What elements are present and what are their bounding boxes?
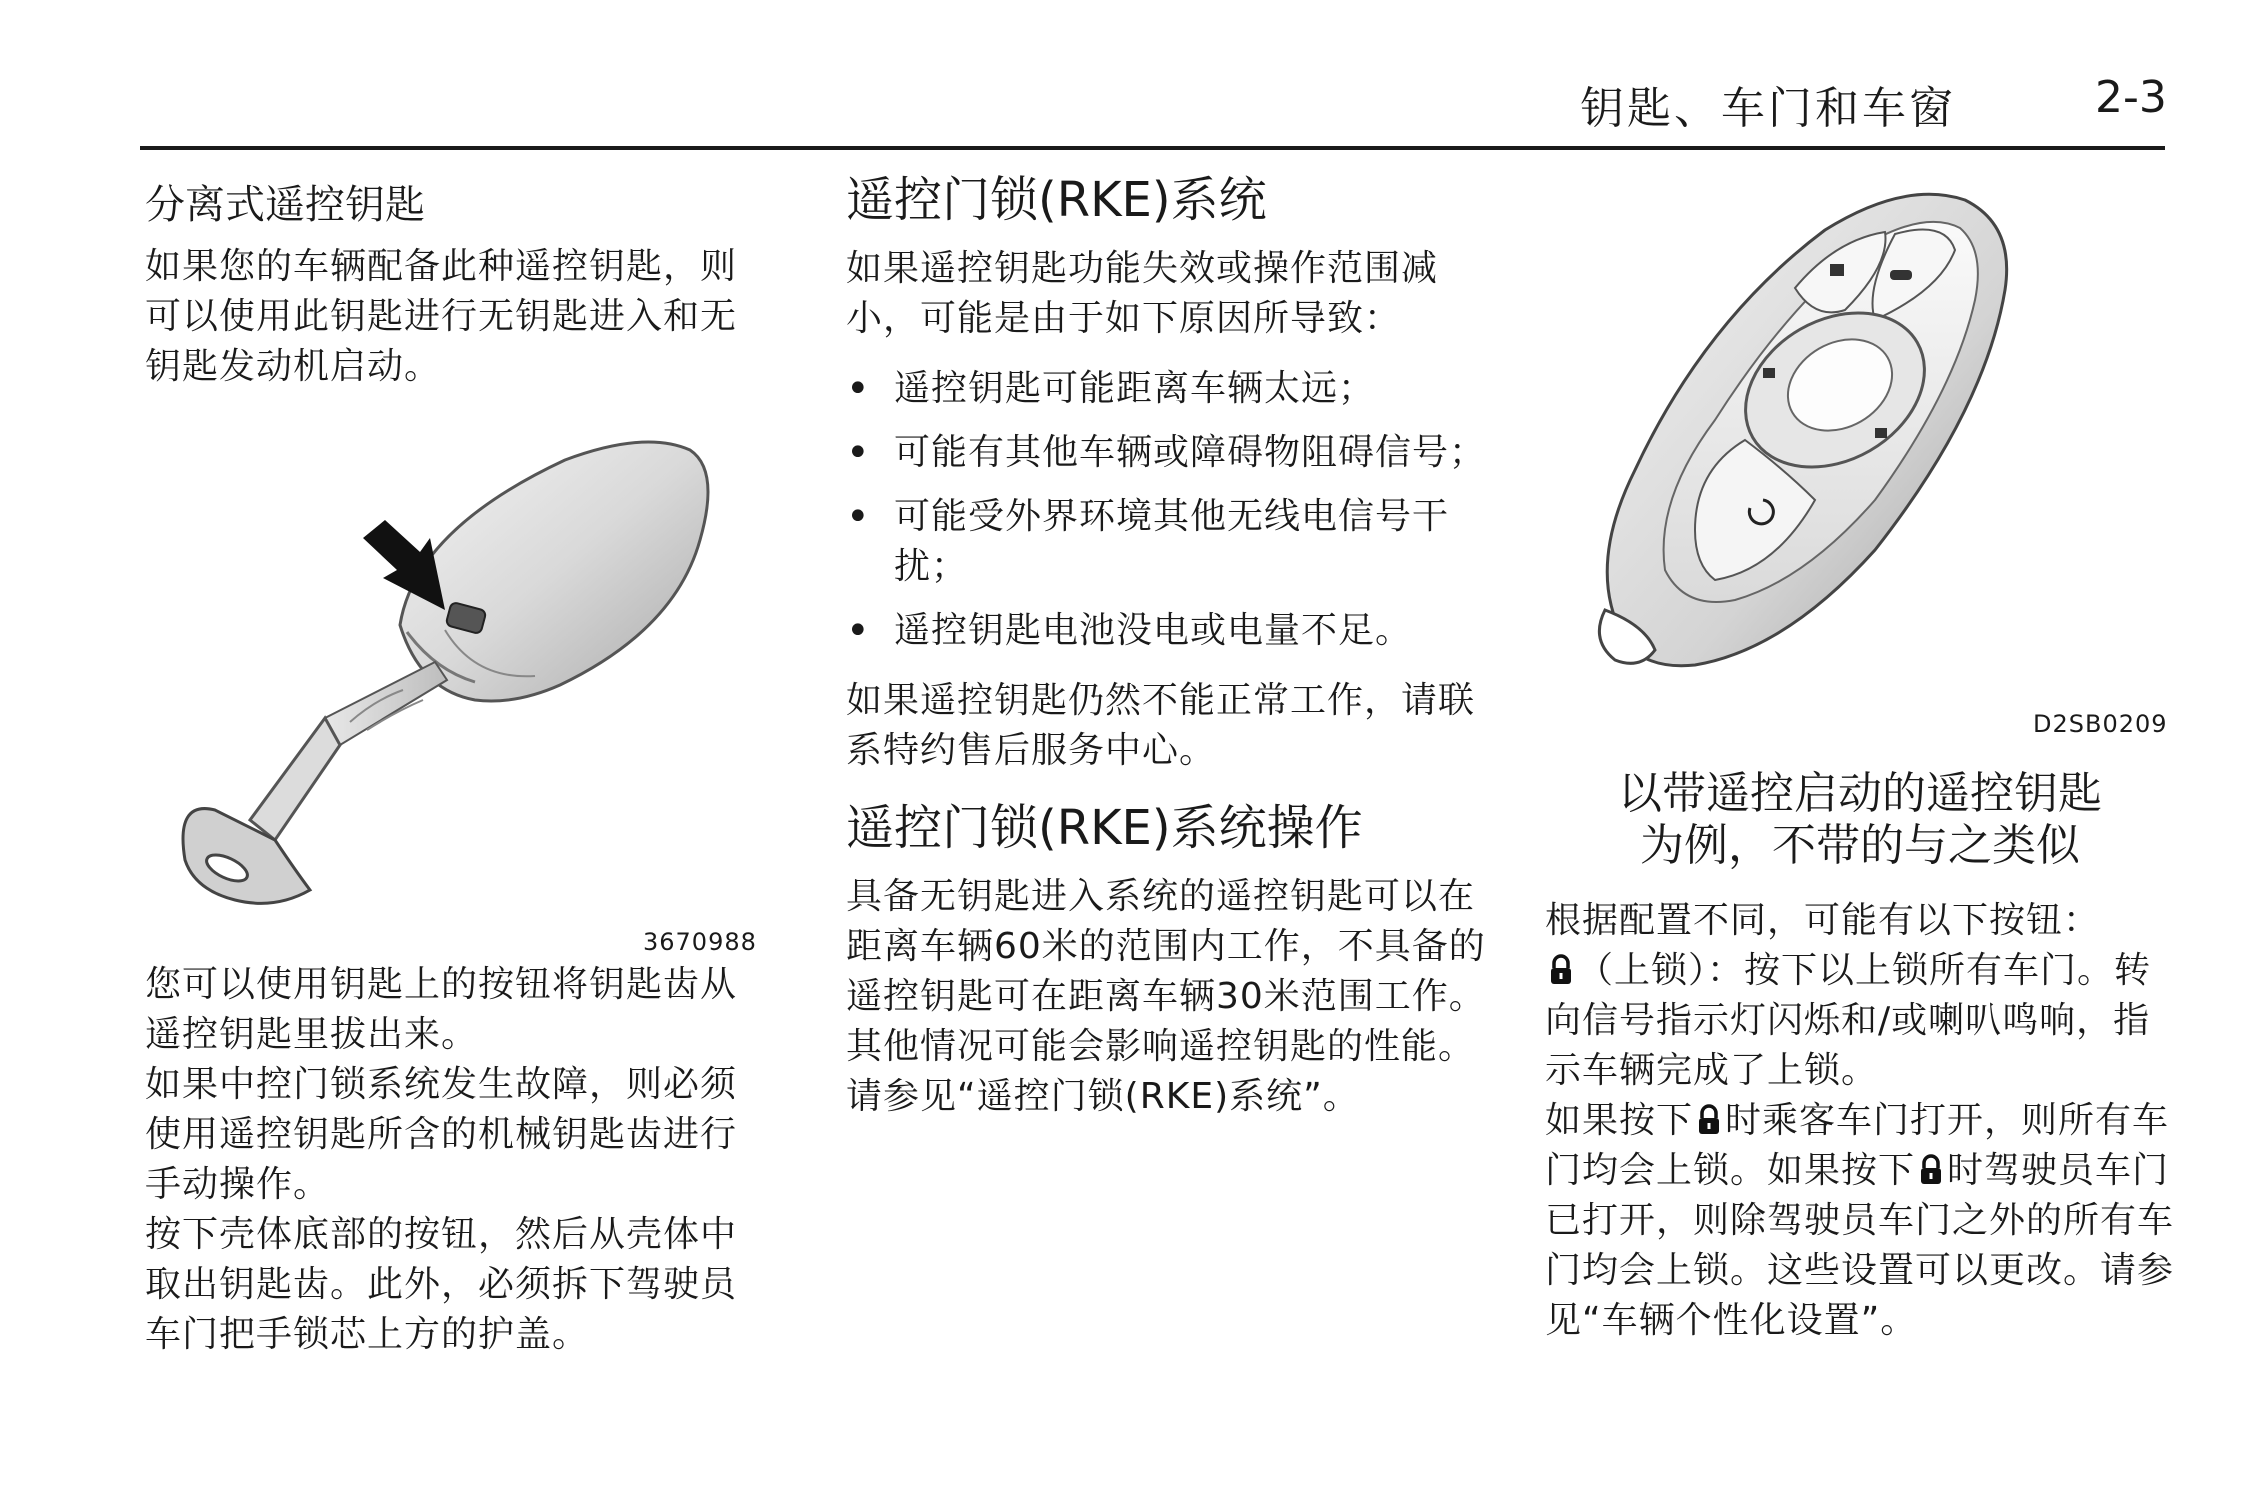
remote-fob-illustration	[1545, 170, 2175, 700]
page-number: 2-3	[2095, 72, 2167, 123]
key-blade-illustration	[145, 400, 770, 920]
lock-icon	[1697, 1104, 1721, 1136]
list-item: • 可能有其他车辆或障碍物阻碍信号；	[846, 428, 1486, 478]
figure-code: D2SB0209	[2033, 710, 2168, 738]
paragraph-performance: 其他情况可能会影响遥控钥匙的性能。请参见“遥控门锁(RKE)系统”。	[846, 1026, 1476, 1117]
text-span: 时乘客车门打开，则所有车门均会上锁。如果按下	[1545, 1100, 2170, 1191]
paragraph-3: 按下壳体底部的按钮，然后从壳体中取出钥匙齿。此外，必须拆下驾驶员车门把手锁芯上方的护盖。	[145, 1214, 738, 1355]
paragraph-buttons: 根据配置不同，可能有以下按钮：	[1545, 900, 2101, 941]
lock-icon	[1919, 1154, 1943, 1186]
figure-code: 3670988	[643, 928, 757, 956]
paragraph-2: 如果中控门锁系统发生故障，则必须使用遥控钥匙所含的机械钥匙齿进行手动操作。	[145, 1064, 738, 1205]
paragraph-contact: 如果遥控钥匙仍然不能正常工作，请联系特约售后服务中心。	[846, 680, 1476, 771]
heading-rke-operation: 遥控门锁(RKE)系统操作	[846, 800, 1363, 856]
figure-detachable-key	[145, 400, 770, 960]
caption-line-1: 以带遥控启动的遥控钥匙	[1618, 768, 2102, 819]
header-divider	[140, 146, 2165, 150]
cause-list	[846, 364, 1486, 656]
paragraph-range: 具备无钥匙进入系统的遥控钥匙可以在距离车辆60米的范围内工作，不具备的遥控钥匙可在距离车辆30米范围工作。	[846, 876, 1486, 1017]
list-item: • 可能受外界环境其他无线电信号干扰；	[846, 492, 1486, 592]
paragraph-lock-behavior	[1545, 1096, 2175, 1346]
column-middle	[846, 170, 1486, 1122]
lock-icon	[1549, 954, 1573, 986]
heading-rke-system: 遥控门锁(RKE)系统	[846, 172, 1267, 228]
column-right	[1545, 170, 2175, 1346]
lock-label: （上锁）：	[1577, 950, 1745, 991]
text-span: 时驾驶员车门已打开，则除驾驶员车门之外的所有车门均会上锁。这些设置可以更改。请参见“车辆个性化设置”。	[1545, 1150, 2175, 1341]
paragraph-rke-intro: 如果遥控钥匙功能失效或操作范围减小，可能是由于如下原因所导致：	[846, 248, 1439, 339]
caption-line-2: 为例，不带的与之类似	[1640, 820, 2080, 871]
section-title: 钥匙、车门和车窗	[1580, 83, 1956, 134]
list-item: • 遥控钥匙电池没电或电量不足。	[846, 606, 1486, 656]
figure-remote-fob	[1545, 170, 2175, 750]
figure-caption	[1545, 768, 2175, 872]
list-item: • 遥控钥匙可能距离车辆太远；	[846, 364, 1486, 414]
column-left	[145, 170, 770, 1360]
paragraph-intro: 如果您的车辆配备此种遥控钥匙，则可以使用此钥匙进行无钥匙进入和无钥匙发动机启动。	[145, 246, 738, 387]
text-span: 如果按下	[1545, 1100, 1694, 1141]
heading-detachable-key: 分离式遥控钥匙	[145, 182, 425, 228]
paragraph-1: 您可以使用钥匙上的按钮将钥匙齿从遥控钥匙里拔出来。	[145, 964, 738, 1055]
lock-description: 按下以上锁所有车门。转向信号指示灯闪烁和/或喇叭鸣响，指示车辆完成了上锁。	[1545, 950, 2152, 1091]
paragraph-lock	[1545, 946, 2175, 1096]
